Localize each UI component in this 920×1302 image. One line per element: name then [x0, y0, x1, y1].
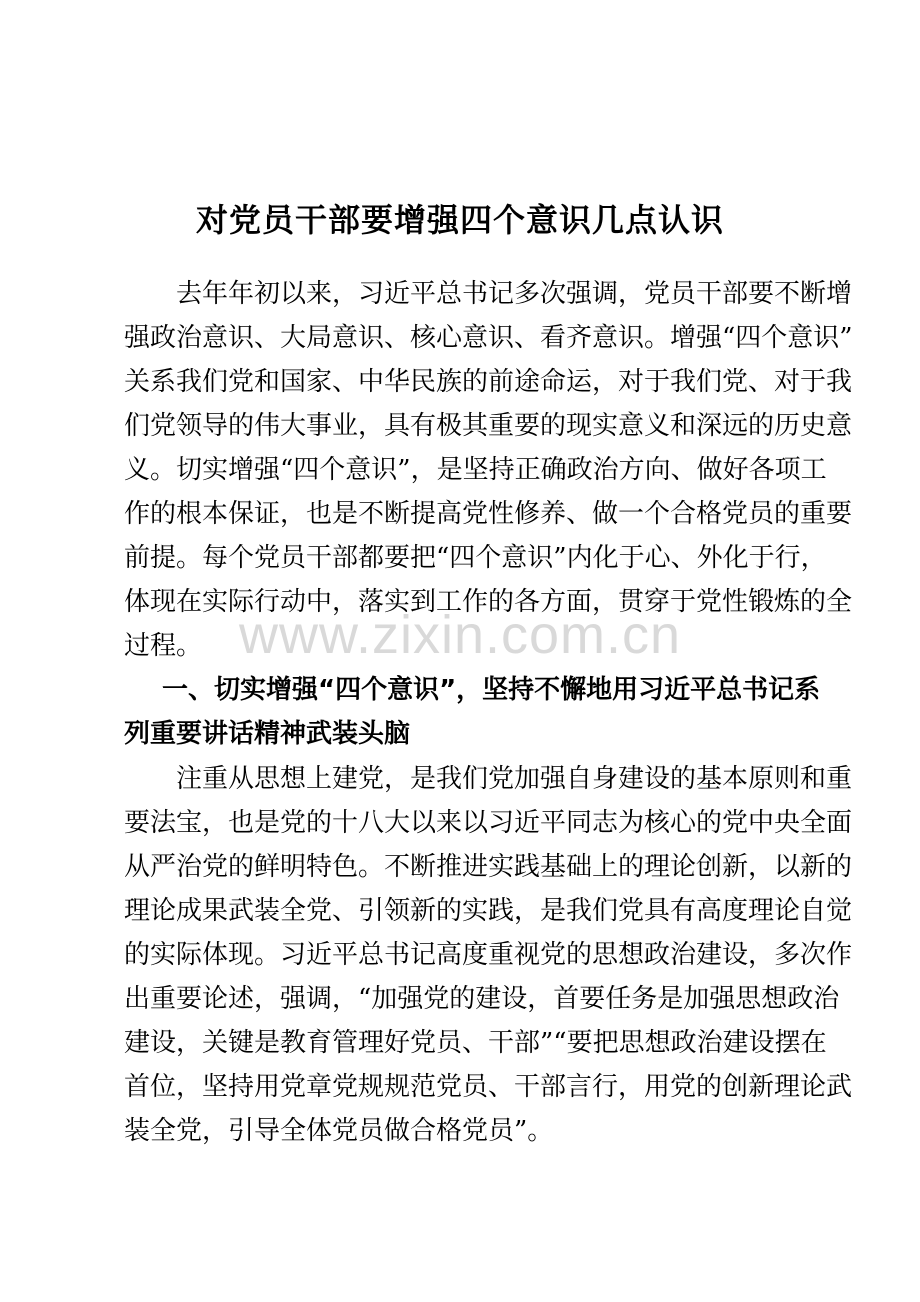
paragraph-1-line: 们党领导的伟大事业，具有极其重要的现实意义和深远的历史意 [124, 411, 853, 441]
paragraph-2-line: 首位，坚持用党章党规规范党员、干部言行，用党的创新理论武 [124, 1072, 853, 1102]
paragraph-1-line: 关系我们党和国家、中华民族的前途命运，对于我们党、对于我 [124, 367, 853, 397]
document-title: 对党员干部要增强四个意识几点认识 [195, 201, 724, 239]
paragraph-2-line: 从严治党的鲜明特色。不断推进实践基础上的理论创新，以新的 [124, 852, 853, 882]
paragraph-2-line: 的实际体现。习近平总书记高度重视党的思想政治建设，多次作 [124, 940, 853, 970]
section-heading-line: 一、切实增强“四个意识”，坚持不懈地用习近平总书记系 [162, 675, 821, 705]
paragraph-2-line: 装全党，引导全体党员做合格党员”。 [124, 1116, 554, 1146]
watermark-text: www.zixin.com.cn [238, 605, 682, 665]
paragraph-1-line: 作的根本保证，也是不断提高党性修养、做一个合格党员的重要 [124, 499, 853, 529]
paragraph-1-line: 前提。每个党员干部都要把“四个意识”内化于心、外化于行， [124, 543, 827, 573]
paragraph-2-line: 出重要论述，强调，“加强党的建设，首要任务是加强思想政治 [124, 984, 840, 1014]
paragraph-1-line: 强政治意识、大局意识、核心意识、看齐意识。增强“四个意识” [124, 323, 853, 353]
paragraph-1-line: 体现在实际行动中，落实到工作的各方面，贯穿于党性锻炼的全 [124, 587, 853, 617]
section-heading-line: 列重要讲话精神武装头脑 [124, 719, 411, 749]
paragraph-2-line: 要法宝，也是党的十八大以来以习近平同志为核心的党中央全面 [124, 808, 853, 838]
paragraph-1-line: 过程。 [124, 631, 203, 661]
paragraph-2-line: 注重从思想上建党，是我们党加强自身建设的基本原则和重 [176, 764, 853, 794]
paragraph-2-line: 建设，关键是教育管理好党员、干部”“要把思想政治建设摆在 [124, 1028, 827, 1058]
paragraph-1-line: 去年年初以来，习近平总书记多次强调，党员干部要不断增 [176, 279, 853, 309]
paragraph-2-line: 理论成果武装全党、引领新的实践，是我们党具有高度理论自觉 [124, 896, 853, 926]
paragraph-1-line: 义。切实增强“四个意识”，是坚持正确政治方向、做好各项工 [124, 455, 827, 485]
